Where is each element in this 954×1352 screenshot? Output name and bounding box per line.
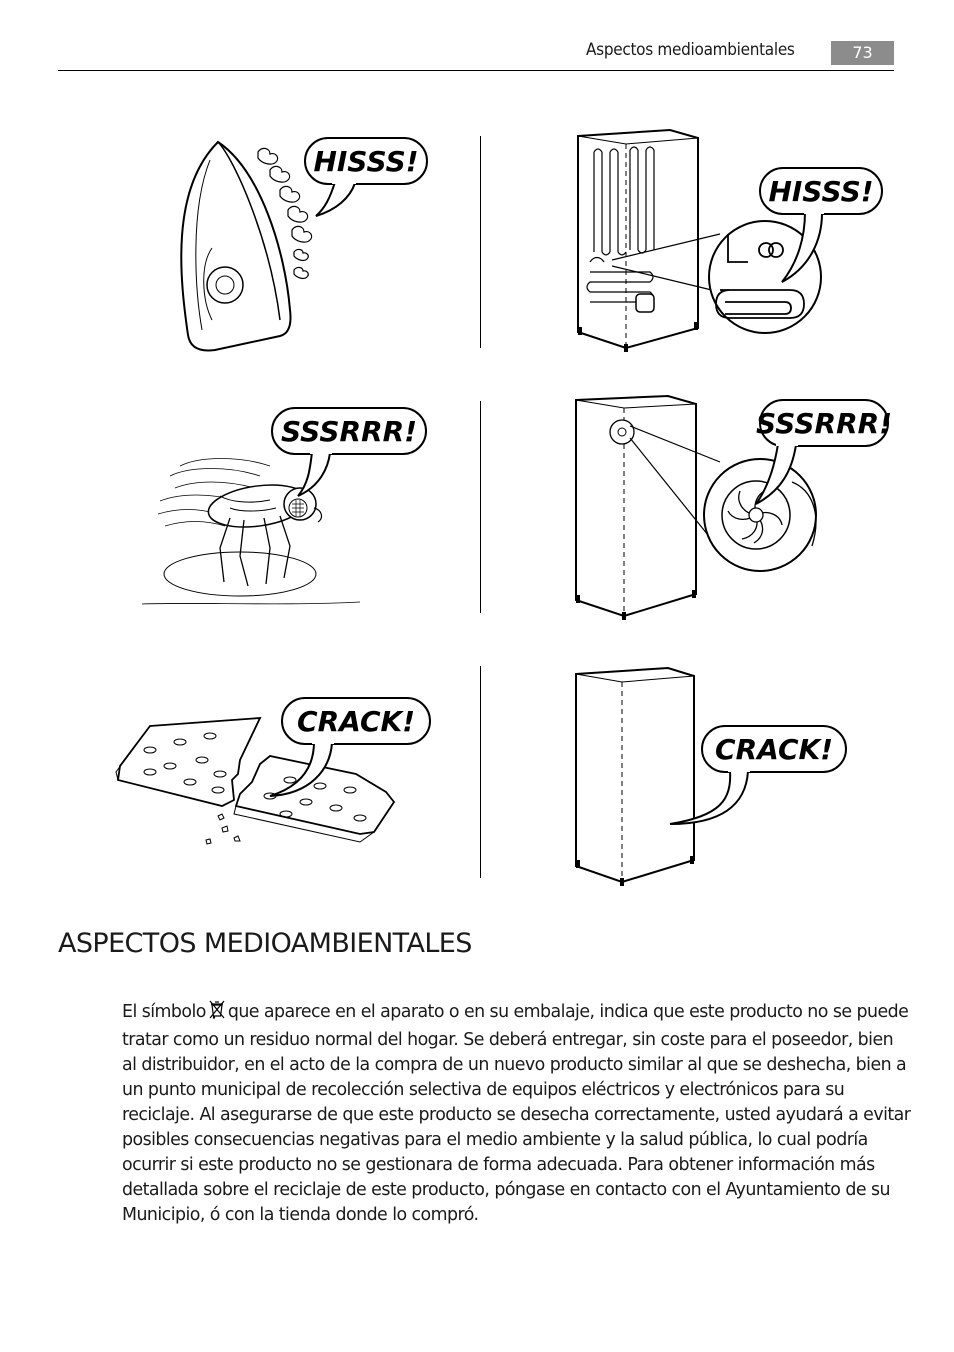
paragraph-body: que aparece en el aparato o en su embalaje, indica que este producto no se puede tratar como un residuo normal del hogar. Se deberá entregar, sin coste para el poseedor, bien al distribuidor, en el acto de la compra de un nuevo producto similar al que se deshecha, bien a un punto municipal de recolección selectiva de equipos eléctricos y electrónicos para su reciclaje. Al asegurarse de que este producto se desecha correctamente, usted ayudará a evitar posibles consecuencias negativas para el medio ambiente y la salud pública, lo cual podría ocurrir si este producto no se gestionara de forma adecuada. Para obtener información más detallada sobre el reciclaje de este producto, póngase en contacto con el Ayuntamiento de su Municipio, ó con la tienda donde lo compró. — [122, 1002, 911, 1225]
fridge-compressor-illustration — [560, 122, 900, 362]
fridge-fan-panel — [560, 390, 900, 630]
fridge-cabinet-panel — [560, 660, 900, 900]
iron-sound-text: HISSS! — [313, 145, 419, 178]
cracker-sound-text: CRACK! — [297, 705, 415, 738]
fan-sound-text: SSSRRR! — [756, 407, 892, 440]
fly-illustration — [140, 396, 440, 611]
running-header-section: Aspectos medioambientales — [586, 40, 795, 60]
fly-sound-text: SSSRRR! — [281, 415, 417, 448]
cabinet-sound-text: CRACK! — [715, 733, 833, 766]
cracker-illustration — [110, 690, 440, 860]
crossed-out-wheelie-bin-icon — [209, 1000, 225, 1028]
compressor-sound-text: HISSS! — [768, 175, 874, 208]
header-rule — [58, 70, 894, 71]
recycling-paragraph — [122, 1000, 912, 1228]
divider-row-3 — [480, 666, 481, 878]
fridge-compressor-panel — [560, 122, 900, 362]
fly-panel — [140, 396, 440, 611]
divider-row-2 — [480, 401, 481, 613]
iron-illustration — [140, 130, 460, 360]
fridge-fan-illustration — [560, 390, 900, 630]
fridge-cabinet-illustration — [560, 660, 900, 900]
paragraph-lead: El símbolo — [122, 1002, 206, 1022]
cracker-panel — [110, 690, 440, 860]
divider-row-1 — [480, 136, 481, 348]
section-title: ASPECTOS MEDIOAMBIENTALES — [58, 928, 472, 959]
iron-panel — [140, 130, 460, 360]
page-number: 73 — [831, 41, 894, 65]
